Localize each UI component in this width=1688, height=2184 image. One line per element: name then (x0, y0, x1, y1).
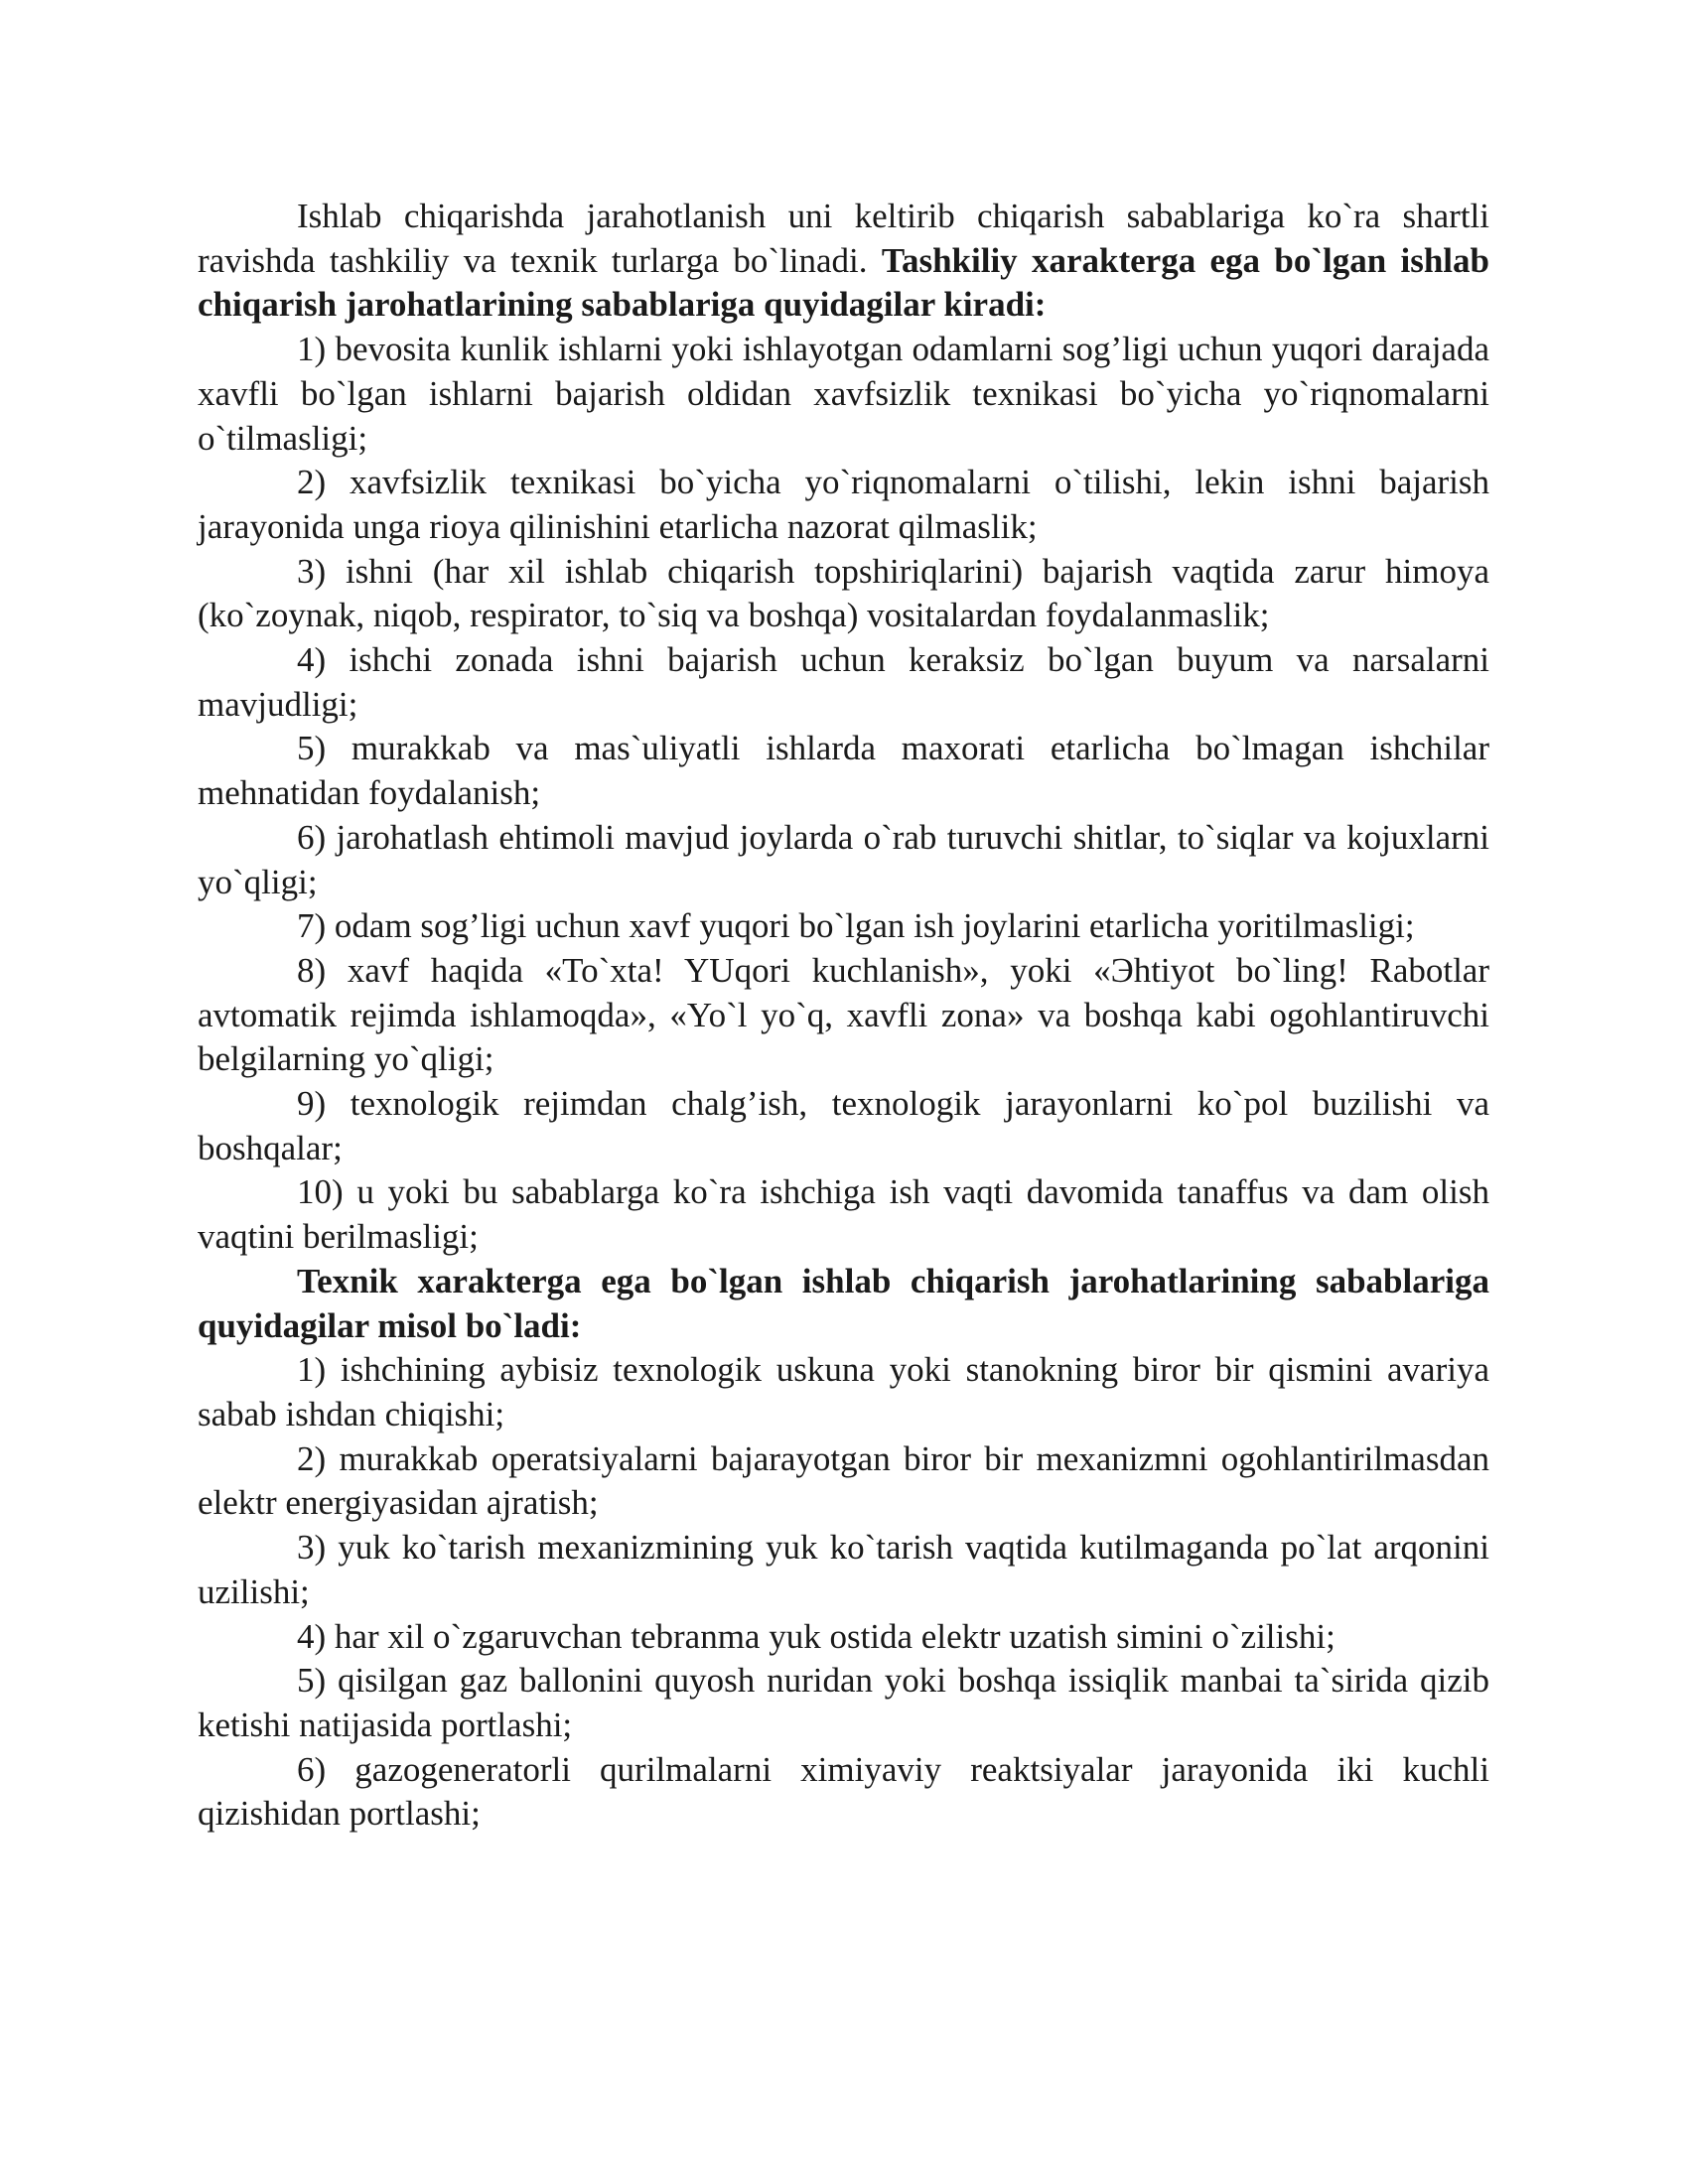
technical-causes-heading-paragraph (198, 1260, 1489, 1348)
technical-item-5: 5) qisilgan gaz ballonini quyosh nuridan yoki boshqa issiqlik manbai ta`sirida qizib ketishi natijasida portlashi; (198, 1661, 1489, 1744)
organizational-item-9: 9) texnologik rejimdan chalg’ish, texnologik jarayonlarni ko`pol buzilishi va boshqalar; (198, 1084, 1489, 1167)
organizational-item-6: 6) jarohatlash ehtimoli mavjud joylarda o`rab turuvchi shitlar, to`siqlar va kojuxlarni yo`qligi; (198, 817, 1489, 901)
organizational-causes-heading: Tashkiliy xarakterga ega bo`lgan ishlab chiqarish jarohatlarining sabablariga quyidagilar kiradi: (198, 240, 1489, 325)
organizational-item-10: 10) u yoki bu sabablarga ko`ra ishchiga ish vaqti davomida tanaffus va dam olish vaqtini berilmasligi; (198, 1172, 1489, 1257)
organizational-item-5: 5) murakkab va mas`uliyatli ishlarda maxorati etarlicha bo`lmagan ishchilar mehnatidan foydalanish; (198, 729, 1489, 813)
organizational-item-8: 8) xavf haqida «To`xta! YUqori kuchlanish», yoki «Эhtiyot bo`ling! Rabotlar avtomatik rejimda ishlamoqda», «Yo`l yo`q, xavfli zona» va boshqa kabi ogohlantiruvchi belgilarning yo`qligi; (198, 950, 1489, 1079)
technical-item-6: 6) gazogeneratorli qurilmalarni ximiyaviy reaktsiyalar jarayonida iki kuchli qizishidan portlashi; (198, 1749, 1489, 1834)
organizational-item-7: 7) odam sog’ligi uchun xavf yuqori bo`lgan ish joylarini etarlicha yoritilmasligi; (297, 906, 1415, 946)
intro-paragraph (198, 195, 1489, 328)
technical-item-4: 4) har xil o`zgaruvchan tebranma yuk ostida elektr uzatish simini o`zilishi; (297, 1616, 1336, 1656)
technical-item-1: 1) ishchining aybisiz texnologik uskuna yoki stanokning biror bir qismini avariya sabab ishdan chiqishi; (198, 1350, 1489, 1433)
organizational-item-3: 3) ishni (har xil ishlab chiqarish topshiriqlarini) bajarish vaqtida zarur himoya (ko`zoynak, niqob, respirator, to`siq va boshqa) vositalardan foydalanmaslik; (198, 551, 1489, 635)
organizational-item-2: 2) xavfsizlik texnikasi bo`yicha yo`riqnomalarni o`tilishi, lekin ishni bajarish jarayonida unga rioya qilinishini etarlicha nazorat qilmaslik; (198, 463, 1489, 546)
technical-item-2: 2) murakkab operatsiyalarni bajarayotgan biror bir mexanizmni ogohlantirilmasdan elektr energiyasidan ajratish; (198, 1438, 1489, 1523)
organizational-item-4: 4) ishchi zonada ishni bajarish uchun keraksiz bo`lgan buyum va narsalarni mavjudligi; (198, 640, 1489, 724)
technical-item-3: 3) yuk ko`tarish mexanizmining yuk ko`tarish vaqtida kutilmaganda po`lat arqonini uzilishi; (198, 1528, 1489, 1611)
intro-text: Ishlab chiqarishda jarahotlanish uni keltirib chiqarish sabablariga ko`ra shartli ravishda tashkiliy va texnik turlarga bo`linadi. (198, 197, 1489, 280)
technical-causes-heading: Texnik xarakterga ega bo`lgan ishlab chiqarish jarohatlarining sabablariga quyidagilar misol bo`ladi: (198, 1261, 1489, 1345)
organizational-item-1: 1) bevosita kunlik ishlarni yoki ishlayotgan odamlarni sog’ligi uchun yuqori darajada xavfli bo`lgan ishlarni bajarish oldidan xavfsizlik texnikasi bo`yicha yo`riqnomalarni o`tilmasligi; (198, 330, 1489, 458)
